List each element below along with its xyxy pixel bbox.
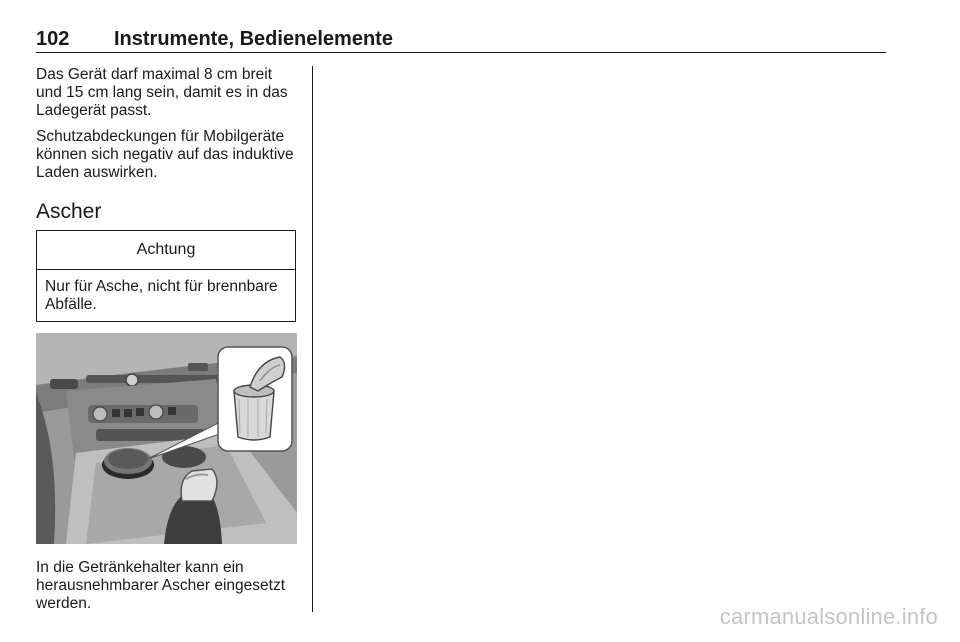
ashtray-illustration-drawing <box>36 333 297 544</box>
ashtray-illustration <box>36 333 297 544</box>
section-heading-ascher: Ascher <box>36 200 102 223</box>
warning-text: Nur für Asche, nicht für brennbare Abfälle. <box>45 278 278 313</box>
caption: In die Getränkehalter kann ein herausnehmbarer Ascher eingesetzt werden. <box>36 559 286 612</box>
page-number: 102 <box>36 28 70 50</box>
warning-title: Achtung <box>37 231 295 270</box>
column-divider <box>312 66 313 612</box>
intro-text <box>36 66 301 190</box>
chapter-title: Instrumente, Bedienelemente <box>114 28 393 50</box>
paragraph-device-size: Das Gerät darf maximal 8 cm breit und 15 cm lang sein, damit es in das Ladegerät passt. <box>36 66 288 119</box>
warning-box <box>36 230 296 322</box>
page-header <box>36 28 886 53</box>
watermark: carmanualsonline.info <box>719 604 938 629</box>
paragraph-protective-covers: Schutzabdeckungen für Mobilgeräte können sich negativ auf das induktive Laden auswirken. <box>36 128 294 181</box>
